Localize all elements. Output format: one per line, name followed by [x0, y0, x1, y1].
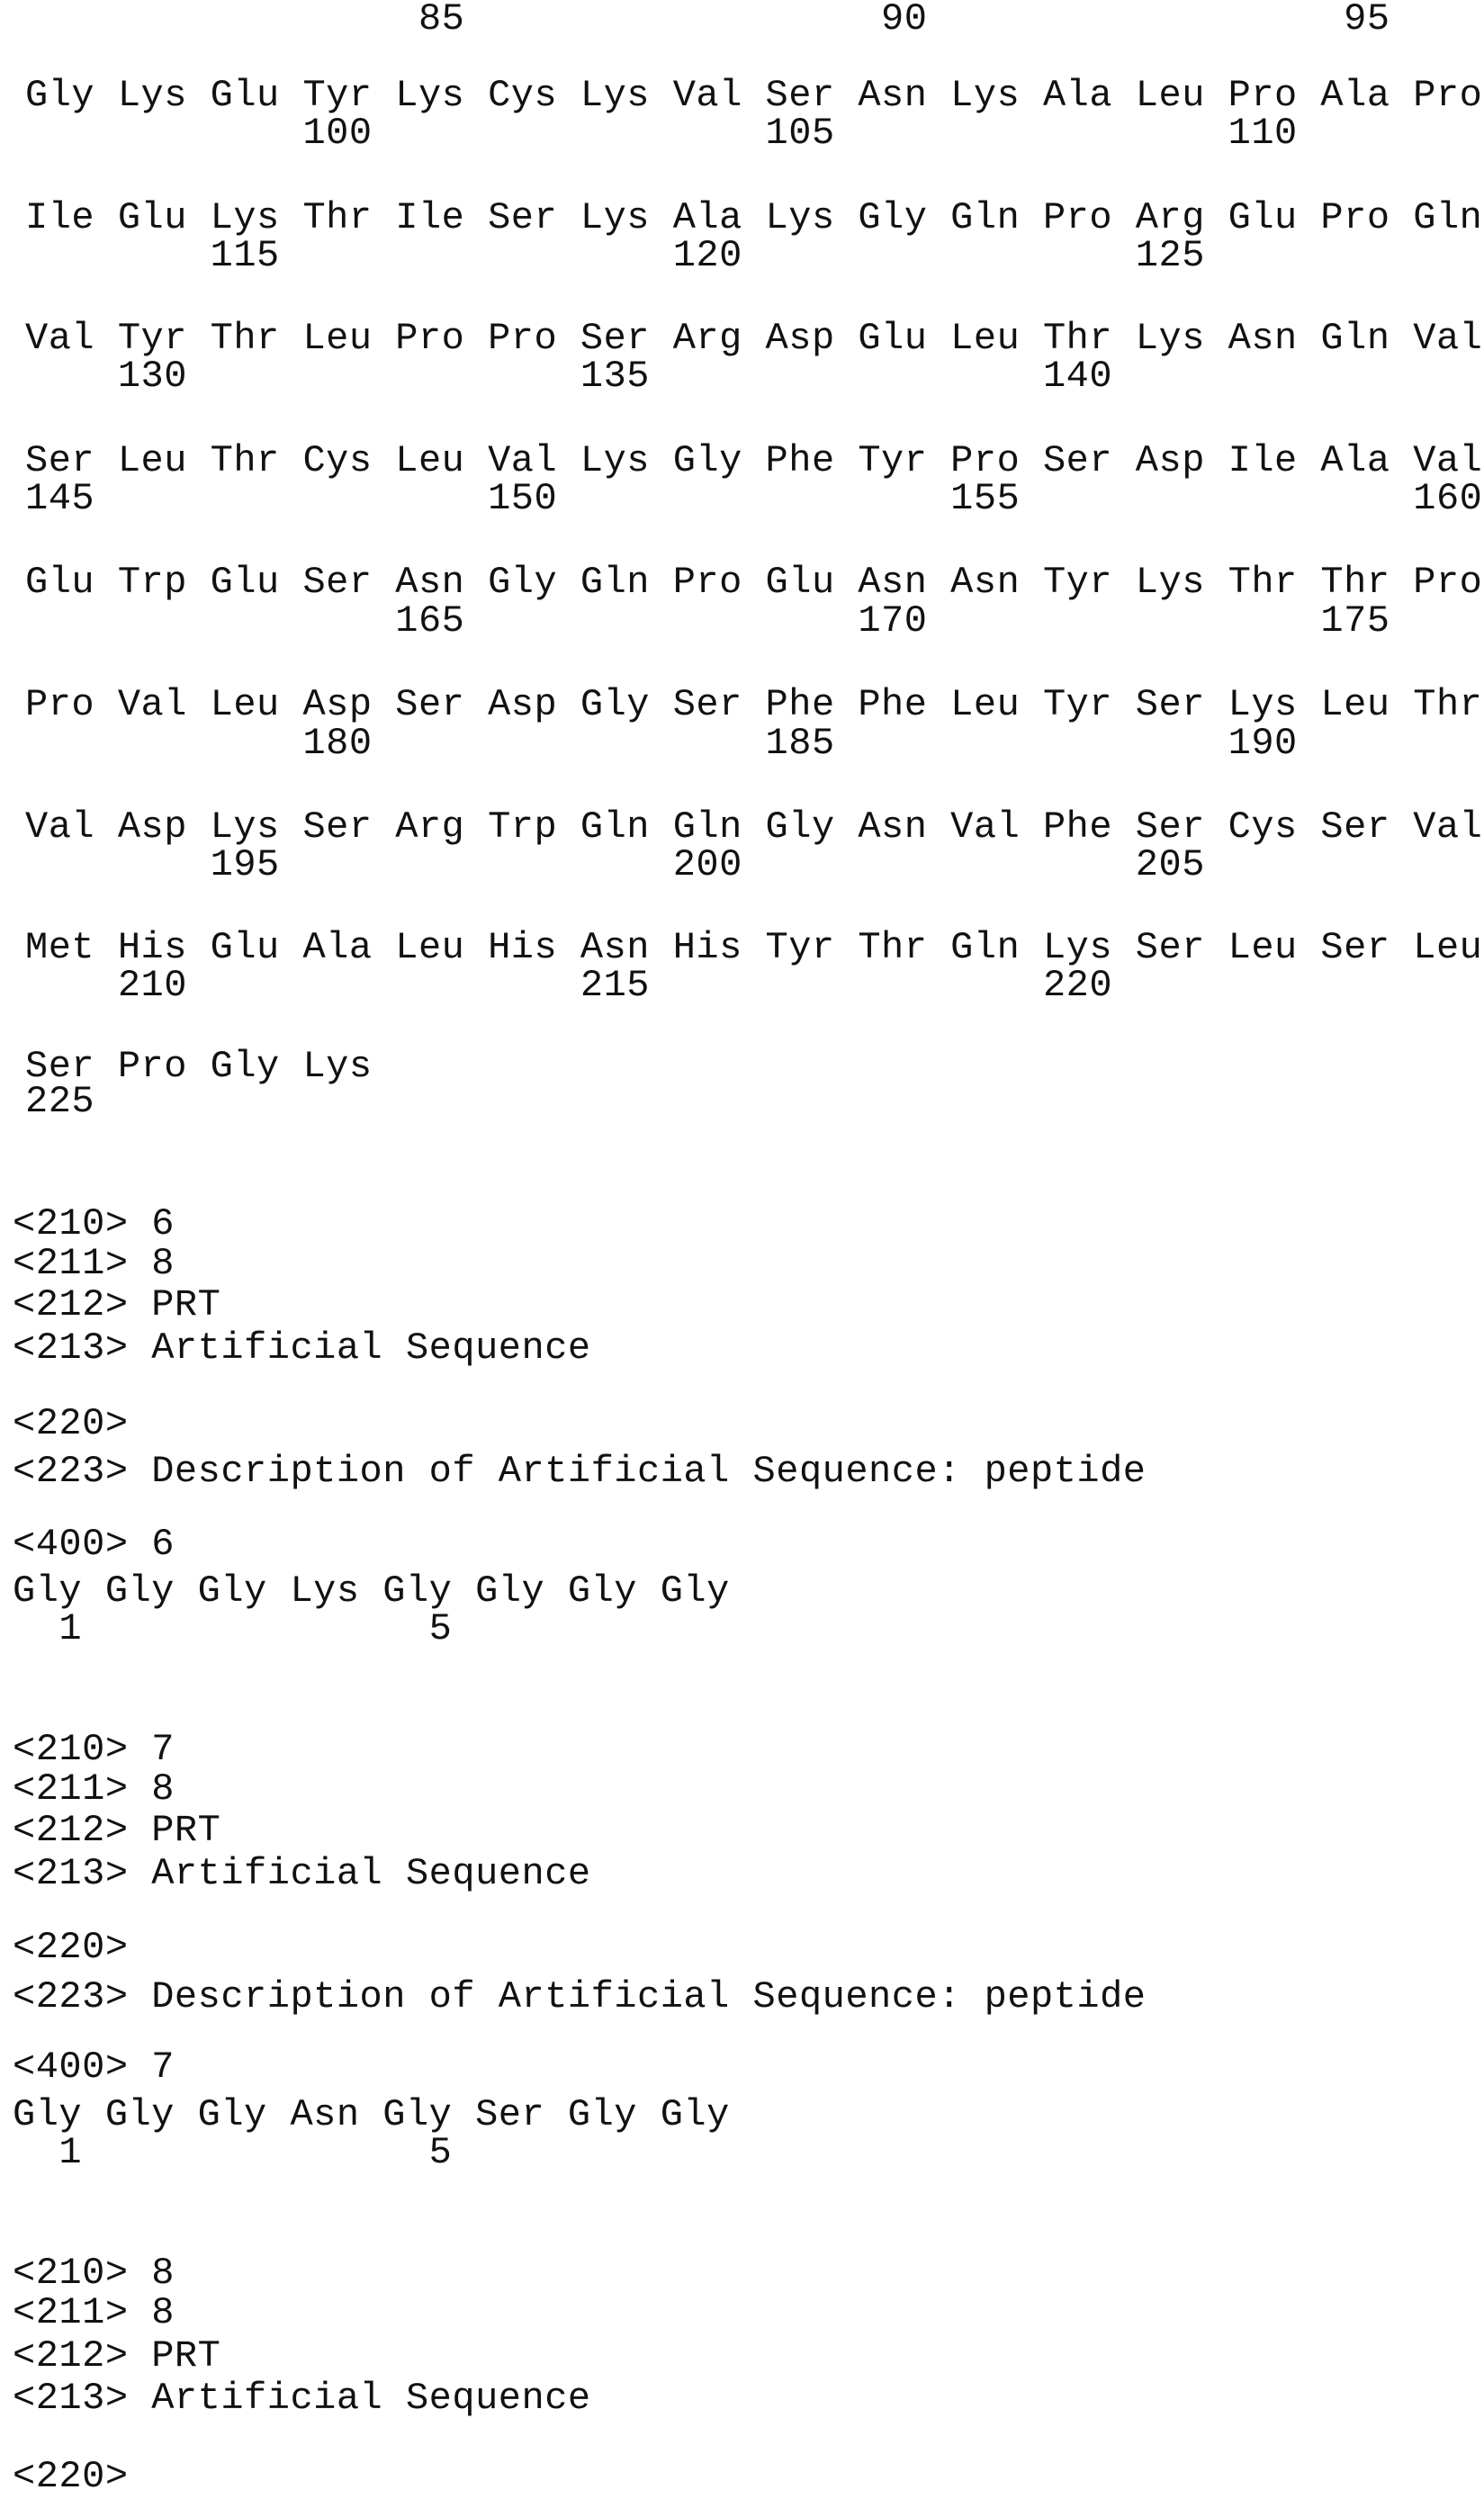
residue-row: Val Asp Lys Ser Arg Trp Gln Gln Gly Asn Val Phe Ser Cys Ser Val — [25, 805, 1482, 849]
position-numbers: 145 150 155 160 — [25, 476, 1482, 521]
description-field: <223> Description of Artificial Sequence: peptide — [13, 1449, 1147, 1494]
residue-row: Ile Glu Lys Thr Ile Ser Lys Ala Lys Gly Gln Pro Arg Glu Pro Gln — [25, 195, 1482, 240]
residue-row: Gly Lys Glu Tyr Lys Cys Lys Val Ser Asn Lys Ala Leu Pro Ala Pro — [25, 73, 1482, 118]
sequence-field: <400> 7 — [13, 2045, 175, 2090]
description-field: <223> Description of Artificial Sequence: peptide — [13, 1974, 1147, 2019]
position-numbers: 115 120 125 — [25, 233, 1205, 278]
position-numbers: 165 170 175 — [25, 598, 1390, 643]
sequence-field: <400> 6 — [13, 1522, 175, 1567]
residue-row: Ser Pro Gly Lys — [25, 1044, 373, 1089]
position-numbers: 210 215 220 — [25, 963, 1112, 1008]
position-numbers: 100 105 110 — [25, 111, 1298, 156]
seq-id-field: <210> 8 — [13, 2251, 175, 2296]
residue-row: Glu Trp Glu Ser Asn Gly Gln Pro Glu Asn Asn Tyr Lys Thr Thr Pro — [25, 560, 1482, 605]
position-numbers: 1 5 — [13, 2130, 452, 2175]
length-field: <211> 8 — [13, 1766, 175, 1811]
position-numbers: 195 200 205 — [25, 842, 1205, 887]
organism-field: <213> Artificial Sequence — [13, 2376, 591, 2421]
feature-field: <220> — [13, 2454, 129, 2499]
position-numbers: 225 — [25, 1079, 94, 1124]
position-numbers: 180 185 190 — [25, 721, 1298, 766]
type-field: <212> PRT — [13, 2333, 220, 2378]
residue-row: Pro Val Leu Asp Ser Asp Gly Ser Phe Phe Leu Tyr Ser Lys Leu Thr — [25, 682, 1482, 727]
organism-field: <213> Artificial Sequence — [13, 1851, 591, 1896]
type-field: <212> PRT — [13, 1282, 220, 1327]
length-field: <211> 8 — [13, 1241, 175, 1286]
residue-row: Gly Gly Gly Asn Gly Ser Gly Gly — [13, 2092, 730, 2137]
seq-id-field: <210> 6 — [13, 1201, 175, 1246]
position-numbers: 85 90 95 — [25, 0, 1390, 41]
residue-row: Gly Gly Gly Lys Gly Gly Gly Gly — [13, 1569, 730, 1614]
organism-field: <213> Artificial Sequence — [13, 1326, 591, 1371]
position-numbers: 1 5 — [13, 1606, 452, 1651]
residue-row: Met His Glu Ala Leu His Asn His Tyr Thr Gln Lys Ser Leu Ser Leu — [25, 925, 1482, 970]
seq-id-field: <210> 7 — [13, 1727, 175, 1772]
residue-row: Ser Leu Thr Cys Leu Val Lys Gly Phe Tyr Pro Ser Asp Ile Ala Val — [25, 438, 1482, 483]
feature-field: <220> — [13, 1925, 129, 1970]
feature-field: <220> — [13, 1401, 129, 1446]
position-numbers: 130 135 140 — [25, 354, 1112, 399]
type-field: <212> PRT — [13, 1808, 220, 1853]
residue-row: Val Tyr Thr Leu Pro Pro Ser Arg Asp Glu Leu Thr Lys Asn Gln Val — [25, 316, 1482, 361]
length-field: <211> 8 — [13, 2290, 175, 2335]
